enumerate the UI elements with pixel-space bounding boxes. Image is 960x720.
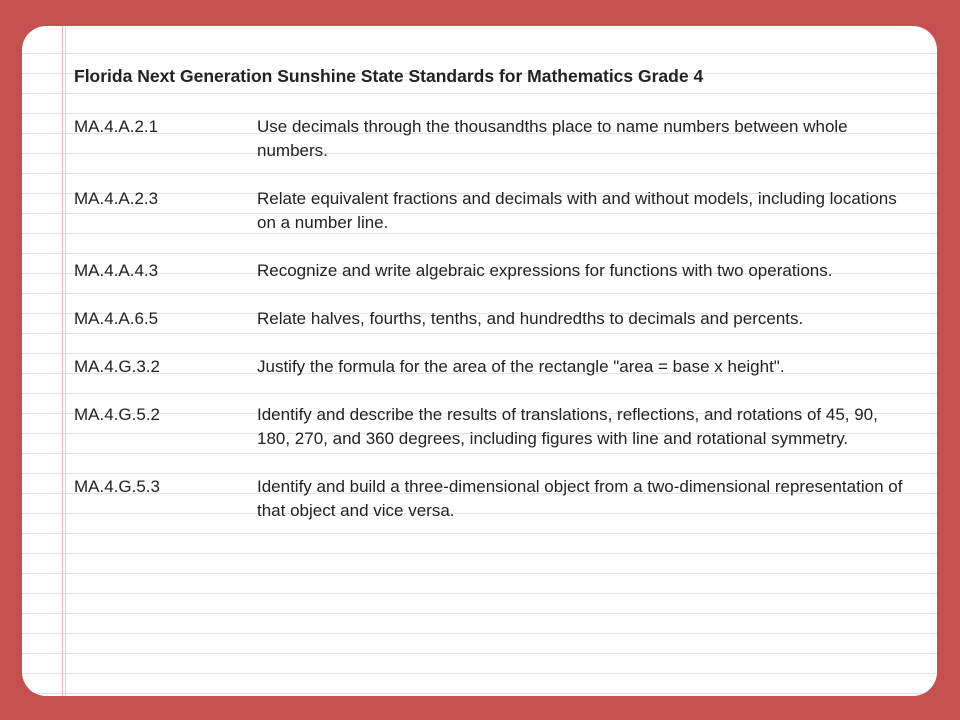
standard-code: MA.4.A.2.3 [74, 189, 159, 208]
standard-code: MA.4.G.5.2 [74, 405, 160, 424]
standard-code: MA.4.A.4.3 [74, 261, 159, 280]
standard-row [74, 259, 914, 283]
standard-description: Justify the formula for the area of the rectangle "area = base x height". [257, 357, 785, 376]
standard-code: MA.4.A.2.1 [74, 117, 159, 136]
standard-row [74, 403, 914, 451]
standard-row [74, 115, 914, 163]
standard-row [74, 307, 914, 331]
standard-description: Relate halves, fourths, tenths, and hundredths to decimals and percents. [257, 309, 804, 328]
standard-description: Recognize and write algebraic expressions for functions with two operations. [257, 261, 833, 280]
standard-description: Relate equivalent fractions and decimals with and without models, including locations on a number line. [257, 189, 897, 232]
standard-row [74, 355, 914, 379]
standard-description: Identify and describe the results of translations, reflections, and rotations of 45, 90, 180, 270, and 360 degrees, including figures with line and rotational symmetry. [257, 405, 878, 448]
margin-line-inner [65, 26, 66, 696]
standard-description: Identify and build a three-dimensional object from a two-dimensional representation of that object and vice versa. [257, 477, 903, 520]
standard-code: MA.4.A.6.5 [74, 309, 159, 328]
standard-row [74, 187, 914, 235]
standard-code: MA.4.G.3.2 [74, 357, 160, 376]
notebook-paper [22, 26, 937, 696]
standard-code: MA.4.G.5.3 [74, 477, 160, 496]
document-title: Florida Next Generation Sunshine State Standards for Mathematics Grade 4 [74, 66, 704, 86]
margin-line [62, 26, 63, 696]
standard-description: Use decimals through the thousandths place to name numbers between whole numbers. [257, 117, 848, 160]
standards-document [74, 64, 914, 547]
standard-row [74, 475, 914, 523]
